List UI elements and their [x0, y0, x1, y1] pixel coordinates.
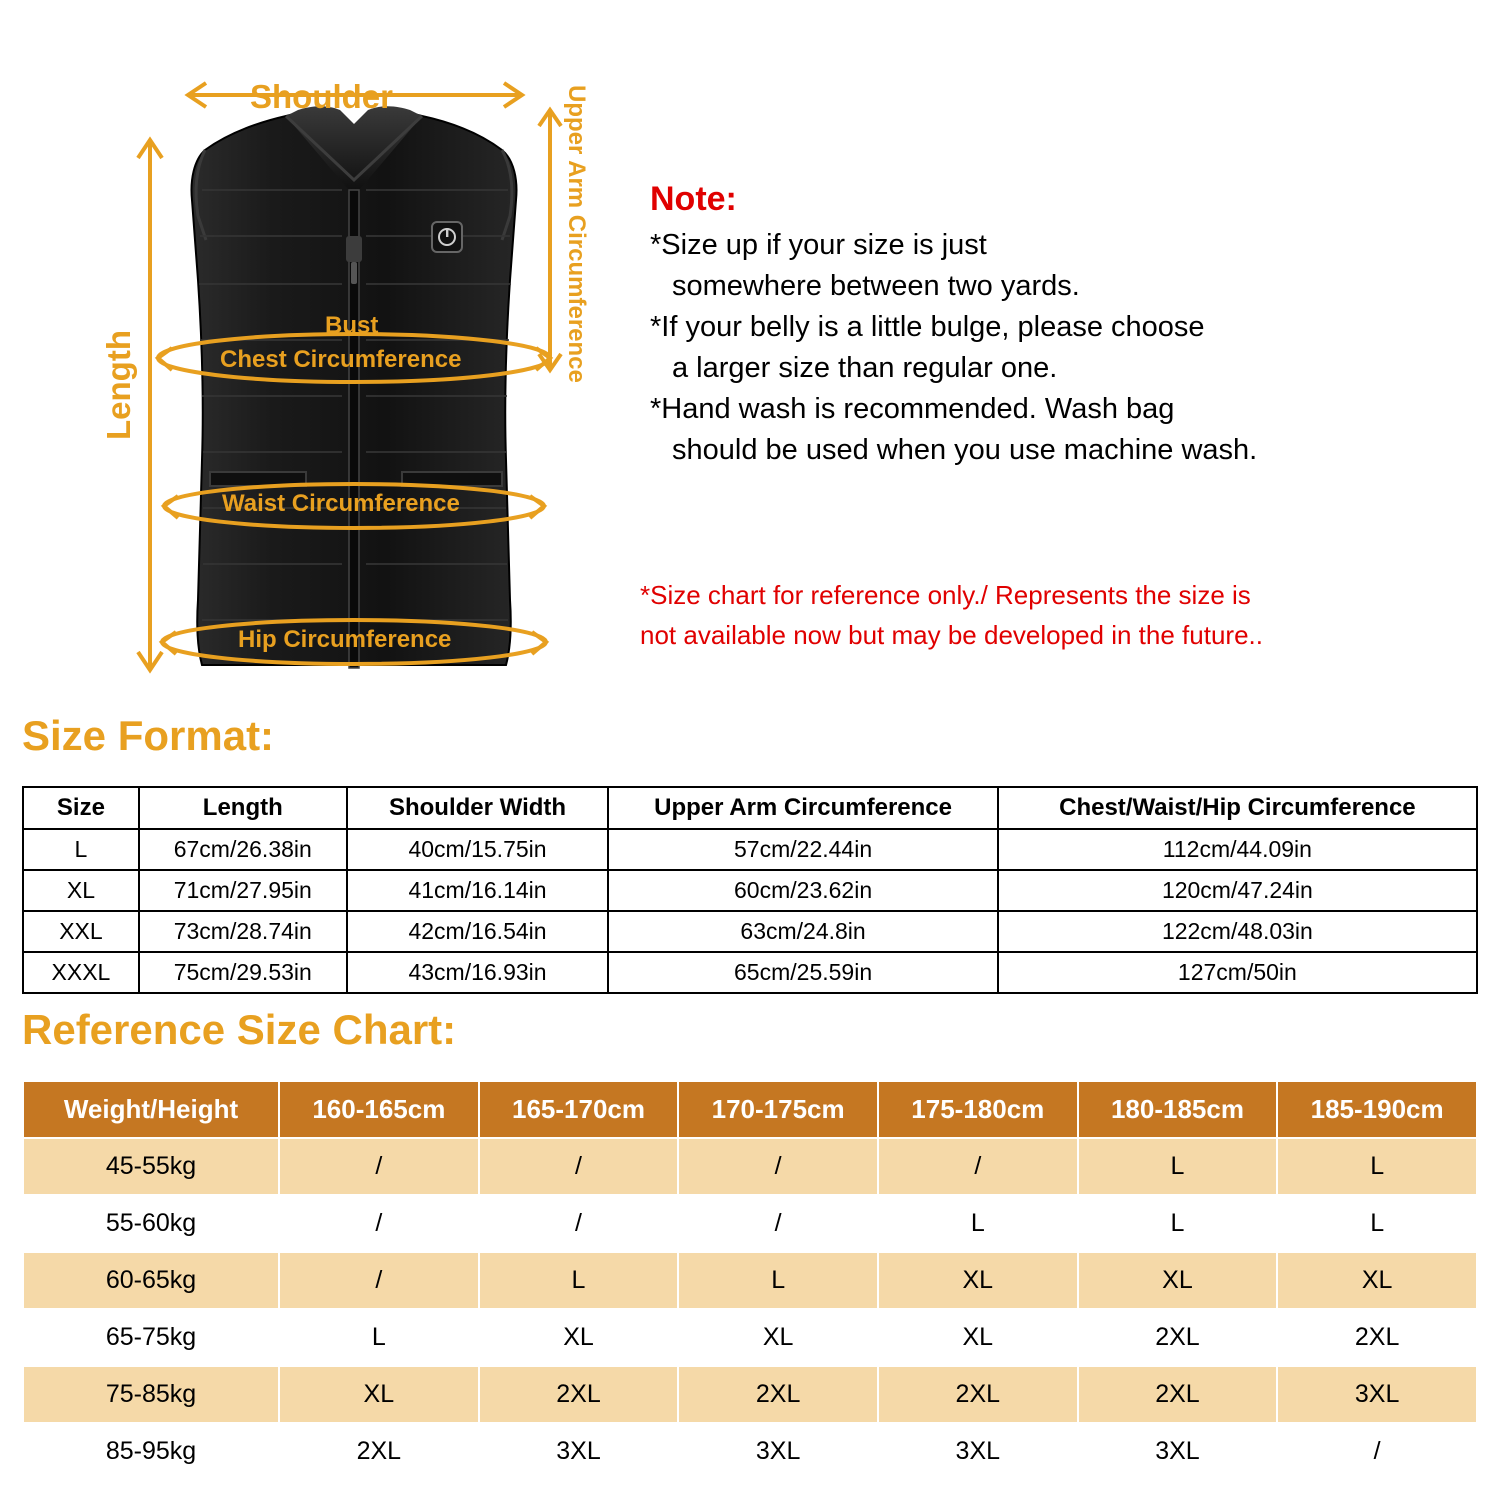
cell-size: 2XL — [878, 1366, 1078, 1423]
note-block — [650, 180, 1450, 471]
cell-size: 2XL — [279, 1423, 479, 1480]
cell-weight-range: 55-60kg — [23, 1195, 279, 1252]
cell-weight-range: 65-75kg — [23, 1309, 279, 1366]
table-row — [23, 1423, 1477, 1480]
cell-size: XL — [1277, 1252, 1477, 1309]
cell-weight-range: 85-95kg — [23, 1423, 279, 1480]
column-header-shoulder-width: Shoulder Width — [347, 787, 609, 829]
label-upper-arm-circumference: Upper Arm Circumference — [563, 85, 590, 383]
column-header-175-180: 175-180cm — [878, 1081, 1078, 1138]
label-shoulder: Shoulder — [250, 78, 394, 115]
column-header-165-170: 165-170cm — [479, 1081, 679, 1138]
note-line-6: should be used when you use machine wash. — [672, 434, 1258, 466]
cell-size: 2XL — [678, 1366, 878, 1423]
note-line-2: somewhere between two yards. — [672, 270, 1080, 302]
cell-size: 2XL — [479, 1366, 679, 1423]
cell-shoulder: 42cm/16.54in — [347, 911, 609, 952]
cell-length: 67cm/26.38in — [139, 829, 347, 870]
cell-upper-arm: 63cm/24.8in — [608, 911, 997, 952]
column-header-weight-height: Weight/Height — [23, 1081, 279, 1138]
cell-size: 2XL — [1078, 1309, 1278, 1366]
table-row — [23, 1138, 1477, 1195]
cell-weight-range: 45-55kg — [23, 1138, 279, 1195]
column-header-180-185: 180-185cm — [1078, 1081, 1278, 1138]
cell-chest: 112cm/44.09in — [998, 829, 1477, 870]
column-header-170-175: 170-175cm — [678, 1081, 878, 1138]
cell-size: L — [1277, 1195, 1477, 1252]
cell-size: 3XL — [678, 1423, 878, 1480]
cell-size: XL — [678, 1309, 878, 1366]
table-row — [23, 1195, 1477, 1252]
cell-size: XXXL — [23, 952, 139, 993]
cell-chest: 122cm/48.03in — [998, 911, 1477, 952]
cell-size: L — [479, 1252, 679, 1309]
label-hip-circumference: Hip Circumference — [238, 626, 452, 653]
cell-size: 3XL — [479, 1423, 679, 1480]
cell-chest: 120cm/47.24in — [998, 870, 1477, 911]
cell-size: L — [1078, 1138, 1278, 1195]
column-header-185-190: 185-190cm — [1277, 1081, 1477, 1138]
label-waist-circumference: Waist Circumference — [222, 490, 460, 517]
note-line-3: *If your belly is a little bulge, please choose — [650, 311, 1205, 343]
cell-size: XL — [279, 1366, 479, 1423]
cell-size: L — [1277, 1138, 1477, 1195]
cell-weight-range: 60-65kg — [23, 1252, 279, 1309]
cell-size: L — [1078, 1195, 1278, 1252]
cell-size: 3XL — [1277, 1366, 1477, 1423]
cell-size: XL — [1078, 1252, 1278, 1309]
note-line-1: *Size up if your size is just — [650, 229, 987, 261]
cell-size: / — [678, 1195, 878, 1252]
product-diagram-section — [0, 0, 1500, 706]
label-length: Length — [100, 330, 137, 440]
table-row — [23, 870, 1477, 911]
cell-size: XL — [878, 1309, 1078, 1366]
table-header-row — [23, 787, 1477, 829]
cell-size: XXL — [23, 911, 139, 952]
cell-upper-arm: 57cm/22.44in — [608, 829, 997, 870]
table-row — [23, 829, 1477, 870]
vest-illustration — [100, 40, 630, 700]
cell-size: / — [479, 1138, 679, 1195]
column-header-chest-waist-hip: Chest/Waist/Hip Circumference — [998, 787, 1477, 829]
reference-chart-title: Reference Size Chart: — [22, 1006, 457, 1053]
cell-upper-arm: 65cm/25.59in — [608, 952, 997, 993]
column-header-length: Length — [139, 787, 347, 829]
cell-shoulder: 41cm/16.14in — [347, 870, 609, 911]
note-title: Note: — [650, 180, 737, 218]
note-line-4: a larger size than regular one. — [672, 352, 1058, 384]
table-row — [23, 911, 1477, 952]
cell-length: 71cm/27.95in — [139, 870, 347, 911]
label-chest-circumference: Chest Circumference — [220, 346, 462, 373]
size-format-table — [22, 786, 1478, 994]
cell-size: XL — [479, 1309, 679, 1366]
column-header-160-165: 160-165cm — [279, 1081, 479, 1138]
table-row — [23, 952, 1477, 993]
cell-size: / — [279, 1195, 479, 1252]
cell-size: XL — [23, 870, 139, 911]
cell-size: L — [678, 1252, 878, 1309]
note-line-5: *Hand wash is recommended. Wash bag — [650, 393, 1175, 425]
cell-chest: 127cm/50in — [998, 952, 1477, 993]
cell-upper-arm: 60cm/23.62in — [608, 870, 997, 911]
cell-size: / — [279, 1252, 479, 1309]
cell-size: L — [279, 1309, 479, 1366]
table-header-row — [23, 1081, 1477, 1138]
cell-shoulder: 40cm/15.75in — [347, 829, 609, 870]
table-row — [23, 1252, 1477, 1309]
disclaimer-line-2: not available now but may be developed in the future.. — [640, 620, 1263, 650]
cell-size: L — [878, 1195, 1078, 1252]
reference-size-table — [22, 1080, 1478, 1481]
cell-size: 3XL — [1078, 1423, 1278, 1480]
cell-size: 2XL — [1277, 1309, 1477, 1366]
column-header-size: Size — [23, 787, 139, 829]
cell-size: 2XL — [1078, 1366, 1278, 1423]
cell-size: / — [1277, 1423, 1477, 1480]
cell-length: 75cm/29.53in — [139, 952, 347, 993]
cell-size: / — [479, 1195, 679, 1252]
cell-size: / — [279, 1138, 479, 1195]
cell-size: 3XL — [878, 1423, 1078, 1480]
label-bust: Bust — [325, 312, 379, 339]
cell-weight-range: 75-85kg — [23, 1366, 279, 1423]
cell-size: XL — [878, 1252, 1078, 1309]
disclaimer-line-1: *Size chart for reference only./ Represents the size is — [640, 580, 1251, 610]
table-row — [23, 1366, 1477, 1423]
column-header-upper-arm: Upper Arm Circumference — [608, 787, 997, 829]
cell-size: L — [23, 829, 139, 870]
table-row — [23, 1309, 1477, 1366]
disclaimer-block — [640, 575, 1470, 655]
cell-shoulder: 43cm/16.93in — [347, 952, 609, 993]
cell-size: / — [878, 1138, 1078, 1195]
cell-size: / — [678, 1138, 878, 1195]
size-format-title: Size Format: — [22, 712, 275, 759]
cell-length: 73cm/28.74in — [139, 911, 347, 952]
